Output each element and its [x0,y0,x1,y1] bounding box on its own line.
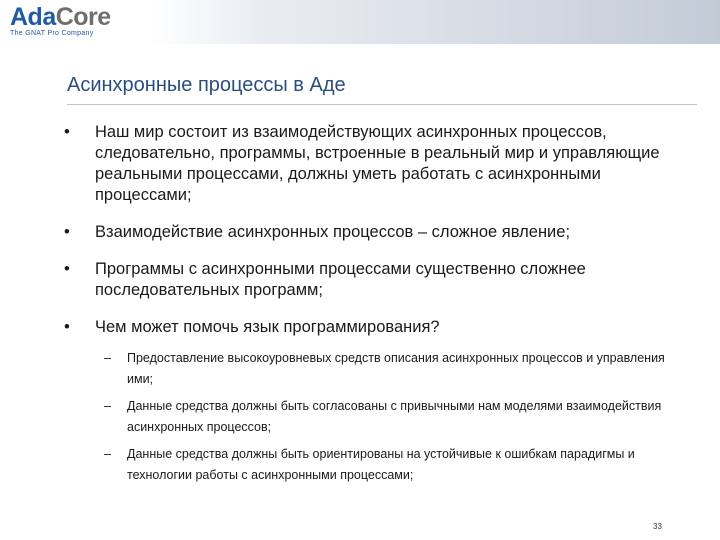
sub-bullet-marker: – [104,399,111,413]
sub-bullet-text: Данные средства должны быть ориентированы на устойчивые к ошибкам парадигмы и технологии работы с асинхронными процессами; [127,447,635,482]
bullet-marker: • [64,318,70,336]
bullet-item [58,222,698,243]
sub-bullet-item [95,348,667,390]
sub-bullet-marker: – [104,351,111,365]
slide-title: Асинхронные процессы в Аде [67,74,346,96]
logo-wordmark-ada: Ada [10,3,56,31]
adacore-logo [10,4,111,37]
bullet-marker: • [64,260,70,278]
sub-bullet-item [95,396,667,438]
bullet-item [58,122,698,206]
logo-tagline: The GNAT Pro Company [10,30,94,37]
bullet-marker: • [64,223,70,241]
sub-bullet-text: Данные средства должны быть согласованы с привычными нам моделями взаимодействия асинхронных процессов; [127,399,662,434]
logo-wordmark-core: Core [55,3,111,31]
bullet-item [58,259,698,301]
title-divider [67,104,697,105]
sub-bullet-text: Предоставление высокоуровневых средств описания асинхронных процессов и управления ими; [127,351,665,386]
bullet-text: Программы с асинхронными процессами существенно сложнее последовательных программ; [95,260,586,299]
sub-bullet-item [95,444,667,486]
logo-wordmark [10,4,111,30]
bullet-marker: • [64,123,70,141]
page-number: 33 [653,522,662,531]
bullet-text: Чем может помочь язык программирования? [95,318,440,336]
sub-bullet-marker: – [104,447,111,461]
bullet-list [58,122,698,502]
sub-bullet-list [95,348,698,486]
bullet-text: Наш мир состоит из взаимодействующих асинхронных процессов, следовательно, программы, встроенные в реальный мир и управляющие реальными процессами, должны уметь работать с асинхронными процессами; [95,123,660,204]
bullet-text: Взаимодействие асинхронных процессов – сложное явление; [95,223,571,241]
bullet-item [58,317,698,486]
